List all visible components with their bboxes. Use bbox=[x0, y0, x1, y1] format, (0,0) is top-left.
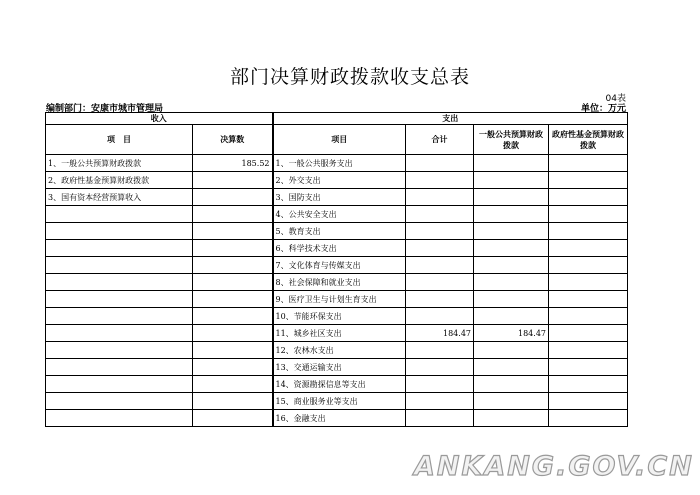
income-amount-cell bbox=[193, 308, 273, 325]
fund-budget-cell bbox=[549, 155, 628, 172]
general-budget-cell bbox=[474, 308, 549, 325]
table-row bbox=[46, 223, 628, 240]
fund-budget-cell bbox=[549, 206, 628, 223]
income-amount-cell bbox=[193, 189, 273, 206]
total-cell bbox=[406, 291, 474, 308]
table-row bbox=[46, 342, 628, 359]
fund-budget-cell bbox=[549, 223, 628, 240]
income-item-cell bbox=[46, 308, 193, 325]
fund-budget-cell bbox=[549, 376, 628, 393]
table-row bbox=[46, 291, 628, 308]
expense-item-cell: 10、节能环保支出 bbox=[273, 308, 406, 325]
table-row bbox=[46, 172, 628, 189]
fund-budget-cell bbox=[549, 359, 628, 376]
table-row bbox=[46, 359, 628, 376]
income-amount-cell bbox=[193, 257, 273, 274]
income-amount-cell bbox=[193, 393, 273, 410]
total-cell bbox=[406, 240, 474, 257]
general-budget-cell bbox=[474, 206, 549, 223]
total-cell bbox=[406, 393, 474, 410]
general-budget-cell bbox=[474, 291, 549, 308]
expense-item-cell: 6、科学技术支出 bbox=[273, 240, 406, 257]
income-item-cell bbox=[46, 291, 193, 308]
department-label: 编制部门：安康市城市管理局 bbox=[46, 104, 164, 114]
total-header: 合计 bbox=[406, 125, 474, 155]
expense-item-cell: 14、资源勘探信息等支出 bbox=[273, 376, 406, 393]
table-row bbox=[46, 274, 628, 291]
income-amount-cell bbox=[193, 359, 273, 376]
general-budget-cell bbox=[474, 274, 549, 291]
general-budget-cell bbox=[474, 410, 549, 427]
general-budget-header: 一般公共预算财政拨款 bbox=[474, 125, 549, 155]
income-item-cell bbox=[46, 206, 193, 223]
general-budget-cell bbox=[474, 342, 549, 359]
expense-item-cell: 5、教育支出 bbox=[273, 223, 406, 240]
expense-item-cell: 1、一般公共服务支出 bbox=[273, 155, 406, 172]
income-item-cell bbox=[46, 376, 193, 393]
table-row bbox=[46, 410, 628, 427]
header-row-top bbox=[46, 113, 628, 125]
expense-item-cell: 8、社会保障和就业支出 bbox=[273, 274, 406, 291]
fund-budget-header: 政府性基金预算财政拨款 bbox=[549, 125, 628, 155]
general-budget-cell bbox=[474, 223, 549, 240]
expense-item-cell: 15、商业服务业等支出 bbox=[273, 393, 406, 410]
total-cell bbox=[406, 223, 474, 240]
site-watermark: ANKANG.GOV.CN bbox=[414, 451, 694, 482]
general-budget-cell bbox=[474, 172, 549, 189]
income-amount-cell bbox=[193, 291, 273, 308]
table-row bbox=[46, 376, 628, 393]
table-row bbox=[46, 393, 628, 410]
expense-item-cell: 13、交通运输支出 bbox=[273, 359, 406, 376]
table-row bbox=[46, 206, 628, 223]
table-row bbox=[46, 189, 628, 206]
fund-budget-cell bbox=[549, 325, 628, 342]
total-cell: 184.47 bbox=[406, 325, 474, 342]
income-amount-cell bbox=[193, 325, 273, 342]
income-item-header: 项 目 bbox=[46, 125, 193, 155]
total-cell bbox=[406, 189, 474, 206]
income-amount-cell: 185.52 bbox=[193, 155, 273, 172]
expense-item-cell: 9、医疗卫生与计划生育支出 bbox=[273, 291, 406, 308]
fund-budget-cell bbox=[549, 257, 628, 274]
general-budget-cell bbox=[474, 393, 549, 410]
general-budget-cell bbox=[474, 359, 549, 376]
income-header: 收入 bbox=[46, 113, 273, 125]
fund-budget-cell bbox=[549, 172, 628, 189]
expense-item-cell: 11、城乡社区支出 bbox=[273, 325, 406, 342]
income-item-cell bbox=[46, 240, 193, 257]
income-item-cell: 3、国有资本经营预算收入 bbox=[46, 189, 193, 206]
table-row bbox=[46, 325, 628, 342]
income-amount-cell bbox=[193, 376, 273, 393]
expense-item-cell: 7、文化体育与传媒支出 bbox=[273, 257, 406, 274]
unit-label: 单位：万元 bbox=[580, 104, 626, 114]
income-item-cell bbox=[46, 393, 193, 410]
fund-budget-cell bbox=[549, 410, 628, 427]
general-budget-cell bbox=[474, 376, 549, 393]
expense-item-cell: 3、国防支出 bbox=[273, 189, 406, 206]
income-item-cell bbox=[46, 359, 193, 376]
income-amount-cell bbox=[193, 206, 273, 223]
total-cell bbox=[406, 257, 474, 274]
total-cell bbox=[406, 376, 474, 393]
income-amount-cell bbox=[193, 342, 273, 359]
total-cell bbox=[406, 155, 474, 172]
expense-item-cell: 12、农林水支出 bbox=[273, 342, 406, 359]
fund-budget-cell bbox=[549, 240, 628, 257]
fund-budget-cell bbox=[549, 189, 628, 206]
total-cell bbox=[406, 308, 474, 325]
income-item-cell bbox=[46, 325, 193, 342]
budget-summary-table bbox=[45, 112, 628, 427]
income-item-cell bbox=[46, 274, 193, 291]
general-budget-cell bbox=[474, 189, 549, 206]
page-title: 部门决算财政拨款收支总表 bbox=[229, 66, 470, 88]
income-amount-cell bbox=[193, 274, 273, 291]
income-amount-cell bbox=[193, 223, 273, 240]
income-amount-cell bbox=[193, 172, 273, 189]
fund-budget-cell bbox=[549, 342, 628, 359]
income-item-cell bbox=[46, 410, 193, 427]
total-cell bbox=[406, 410, 474, 427]
final-amount-header: 决算数 bbox=[193, 125, 273, 155]
income-item-cell: 2、政府性基金预算财政拨款 bbox=[46, 172, 193, 189]
income-amount-cell bbox=[193, 410, 273, 427]
fund-budget-cell bbox=[549, 274, 628, 291]
total-cell bbox=[406, 342, 474, 359]
income-item-cell: 1、一般公共预算财政拨款 bbox=[46, 155, 193, 172]
total-cell bbox=[406, 172, 474, 189]
table-row bbox=[46, 240, 628, 257]
expense-item-cell: 2、外交支出 bbox=[273, 172, 406, 189]
fund-budget-cell bbox=[549, 393, 628, 410]
total-cell bbox=[406, 359, 474, 376]
income-amount-cell bbox=[193, 240, 273, 257]
income-item-cell bbox=[46, 257, 193, 274]
table-row bbox=[46, 155, 628, 172]
general-budget-cell: 184.47 bbox=[474, 325, 549, 342]
general-budget-cell bbox=[474, 155, 549, 172]
header-row-columns bbox=[46, 125, 628, 155]
general-budget-cell bbox=[474, 257, 549, 274]
total-cell bbox=[406, 274, 474, 291]
income-item-cell bbox=[46, 223, 193, 240]
expense-item-cell: 4、公共安全支出 bbox=[273, 206, 406, 223]
general-budget-cell bbox=[474, 240, 549, 257]
expense-header: 支出 bbox=[273, 113, 628, 125]
table-code: 04表 bbox=[605, 94, 626, 104]
income-item-cell bbox=[46, 342, 193, 359]
fund-budget-cell bbox=[549, 308, 628, 325]
fund-budget-cell bbox=[549, 291, 628, 308]
expense-item-cell: 16、金融支出 bbox=[273, 410, 406, 427]
table-row bbox=[46, 257, 628, 274]
expense-item-header: 项目 bbox=[273, 125, 406, 155]
table-row bbox=[46, 308, 628, 325]
total-cell bbox=[406, 206, 474, 223]
